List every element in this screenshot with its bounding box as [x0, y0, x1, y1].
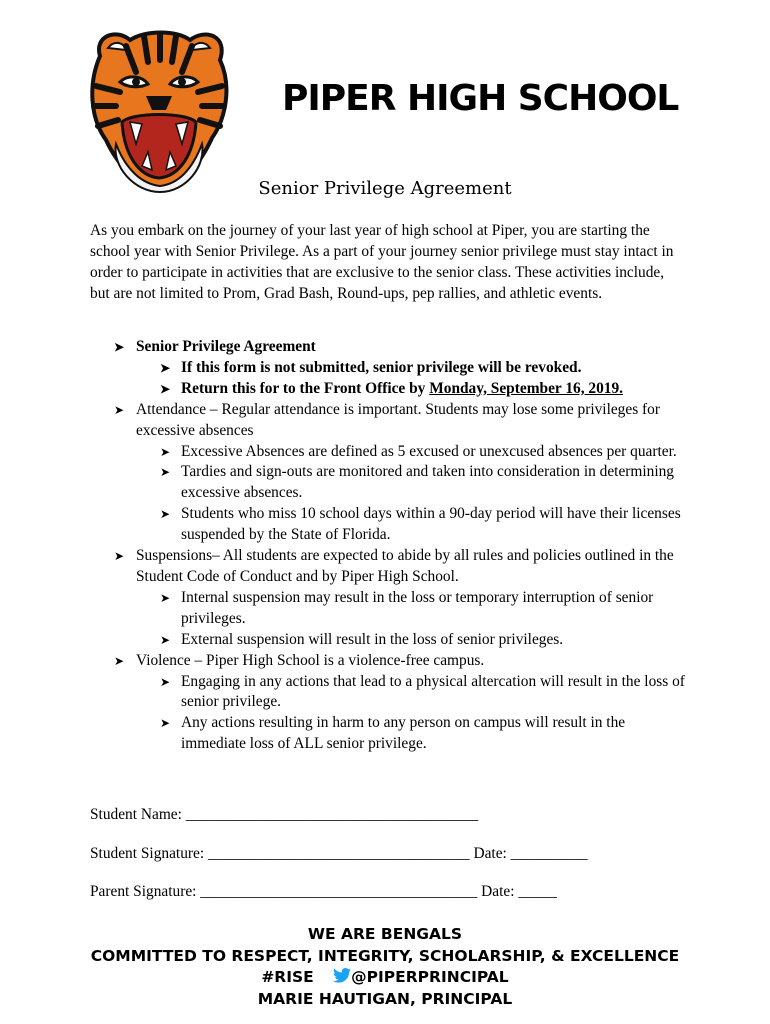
list-item — [90, 588, 690, 630]
signature-fields — [90, 805, 690, 921]
footer-values: COMMITTED TO RESPECT, INTEGRITY, SCHOLARSHIP, & EXCELLENCE — [90, 946, 680, 965]
bullet-text: Return this for to the Front Office by — [181, 379, 430, 397]
arrow-bullet-icon: ➤ — [114, 653, 125, 668]
bullet-text: Tardies and sign-outs are monitored and taken into consideration in determining excessive absences. — [181, 463, 675, 502]
list-item — [90, 546, 690, 588]
arrow-bullet-icon: ➤ — [114, 549, 125, 564]
due-date: Monday, September 16, 2019. — [429, 379, 624, 397]
bullet-text: Engaging in any actions that lead to a physical altercation will result in the loss of senior privilege. — [181, 672, 685, 711]
list-item — [90, 713, 690, 755]
footer-social — [0, 967, 770, 989]
arrow-bullet-icon: ➤ — [160, 507, 171, 522]
arrow-bullet-icon: ➤ — [160, 716, 171, 731]
list-item — [90, 442, 690, 463]
list-item — [90, 672, 690, 714]
section-heading: Violence – Piper High School is a violence-free campus. — [136, 651, 485, 669]
footer-motto: WE ARE BENGALS — [307, 925, 463, 943]
arrow-bullet-icon: ➤ — [160, 590, 171, 605]
twitter-handle: @PIPERPRINCIPAL — [351, 968, 509, 986]
section-heading: Attendance – Regular attendance is important. Students may lose some privileges for excessive absences — [136, 400, 660, 439]
section-heading: Senior Privilege Agreement — [136, 338, 316, 355]
arrow-bullet-icon: ➤ — [160, 381, 171, 396]
principal-name: MARIE HAUTIGAN, PRINCIPAL — [257, 989, 513, 1008]
bullet-text: Internal suspension may result in the loss or temporary interruption of senior privileges. — [181, 588, 654, 627]
student-name-field[interactable]: Student Name: ______________________________________ — [90, 806, 479, 823]
student-signature-field[interactable]: Student Signature: __________________________________ Date: __________ — [90, 844, 588, 862]
twitter-icon — [333, 968, 351, 983]
bullet-text: If this form is not submitted, senior privilege will be revoked. — [181, 358, 582, 376]
list-item — [90, 651, 690, 672]
list-item — [90, 630, 690, 651]
arrow-bullet-icon: ➤ — [160, 465, 171, 480]
arrow-bullet-icon: ➤ — [160, 360, 171, 375]
hashtag: #RISE — [261, 968, 314, 986]
tiger-head-icon — [86, 26, 232, 194]
footer — [0, 924, 770, 1010]
list-item — [90, 379, 690, 400]
bullet-text: Excessive Absences are defined as 5 excused or unexcused absences per quarter. — [181, 442, 677, 460]
arrow-bullet-icon: ➤ — [114, 340, 125, 354]
bullet-text: Students who miss 10 school days within a 90-day period will have their licenses suspended by the State of Florida. — [181, 505, 681, 544]
agreement-list — [90, 337, 690, 755]
list-item — [90, 337, 690, 358]
intro-paragraph: As you embark on the journey of your last year of high school at Piper, you are starting the school year with Senior Privilege. As a part of your journey senior privilege must stay intact in order to participate in activities that are exclusive to the senior class. These activities include, but are not limited to Prom, Grad Bash, Round-ups, pep rallies, and athletic events. — [90, 222, 674, 302]
section-heading: Suspensions– All students are expected to abide by all rules and policies outlined in the Student Code of Conduct and by Piper High School. — [136, 547, 674, 585]
arrow-bullet-icon: ➤ — [160, 632, 171, 647]
arrow-bullet-icon: ➤ — [114, 402, 125, 417]
arrow-bullet-icon: ➤ — [160, 674, 171, 689]
list-item — [90, 400, 690, 442]
parent-signature-field[interactable]: Parent Signature: ____________________________________ Date: _____ — [90, 883, 557, 900]
document-title: Senior Privilege Agreement — [258, 178, 512, 199]
list-item — [90, 462, 690, 504]
list-item — [90, 504, 690, 546]
arrow-bullet-icon: ➤ — [160, 444, 171, 459]
bullet-text: External suspension will result in the loss of senior privileges. — [181, 630, 564, 648]
school-name: PIPER HIGH SCHOOL — [282, 78, 679, 119]
bullet-text: Any actions resulting in harm to any person on campus will result in the immediate loss of ALL senior privilege. — [181, 714, 626, 753]
list-item — [90, 358, 690, 379]
